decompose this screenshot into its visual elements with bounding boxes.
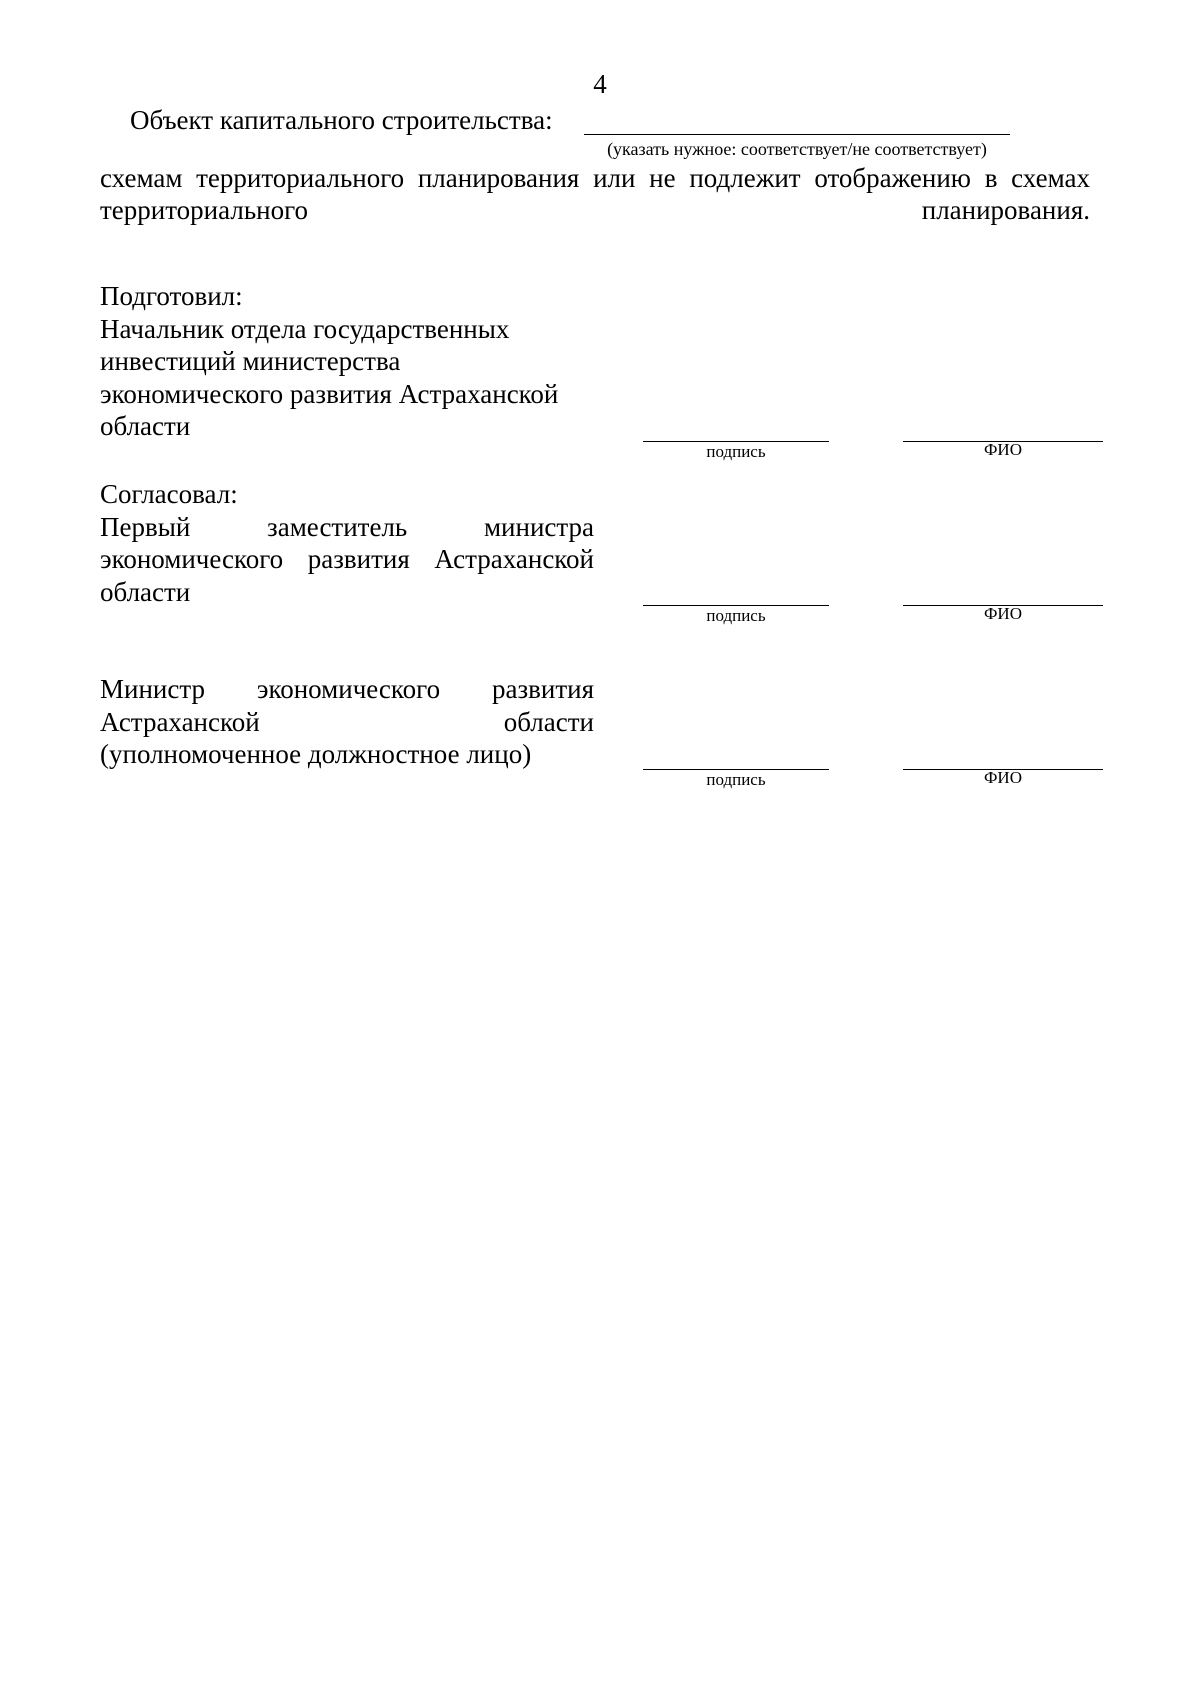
prepared-signature-caption: подпись — [706, 442, 766, 461]
agreed-block — [100, 478, 594, 608]
object-label: Объект капитального строительства: — [130, 105, 553, 135]
agreed-heading: Согласовал: — [100, 479, 238, 509]
object-continuation: схемам территориального планирования или не подлежит отображению в схемах территориального планирования. — [100, 163, 1090, 225]
minister-position-line: (уполномоченное должностное лицо) — [100, 739, 532, 769]
prepared-position-line: Начальник отдела государственных — [100, 313, 510, 344]
agreed-position-line: экономического развития Астраханской — [100, 544, 594, 574]
page-number: 4 — [593, 69, 607, 99]
agreed-position-line: Первый заместитель министра — [100, 511, 594, 542]
prepared-name-caption: ФИО — [984, 440, 1022, 459]
minister-name-caption: ФИО — [984, 768, 1022, 787]
minister-position-line: Министр экономического развития — [100, 674, 594, 704]
prepared-block — [100, 280, 594, 443]
object-hint: (указать нужное: соответствует/не соответствует) — [607, 139, 987, 159]
prepared-position-line: области — [100, 411, 191, 441]
minister-block — [100, 673, 594, 771]
agreed-signature-caption: подпись — [706, 606, 766, 625]
prepared-position-line: инвестиций министерства — [100, 346, 401, 376]
prepared-position-line: экономического развития Астраханской — [100, 378, 559, 409]
object-fill-line — [584, 134, 1010, 135]
agreed-name-caption: ФИО — [984, 604, 1022, 623]
minister-signature-caption: подпись — [706, 770, 766, 789]
agreed-position-line: области — [100, 576, 191, 607]
minister-position-line: Астраханской области — [100, 706, 594, 737]
prepared-heading: Подготовил: — [100, 281, 243, 311]
